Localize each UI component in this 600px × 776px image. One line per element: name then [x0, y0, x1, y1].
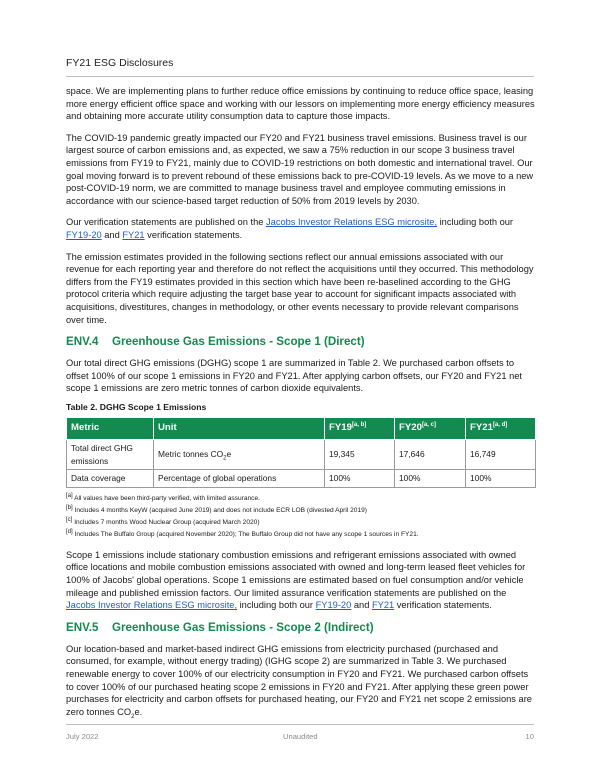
- footer-date: July 2022: [66, 732, 99, 741]
- column-header-metric: Metric: [67, 418, 154, 440]
- cell-metric: Total direct GHG emissions: [67, 440, 154, 470]
- paragraph-scope2-body: Our location-based and market-based indirect GHG emissions from electricity purchased (purchased and consumed, for example, without energy trading) (IGHG scope 2) are summarized in Table 3. We purchased renewable energy to cover 100% of our electricity consumption in FY20 and FY21. We purchased carbon offsets to cover 100% of our purchased heating scope 2 emissions in FY20 and FY21. After applying these green power purchases for electricity and carbon offsets for purchased heating, our FY20 and FY21 net scope 2 emissions are zero tonnes $CO_2e$.: [66, 643, 532, 720]
- header-divider: [66, 76, 534, 77]
- table-caption: Table 2. DGHG Scope 1 Emissions: [66, 401, 207, 412]
- fy19-20-link[interactable]: FY19-20: [315, 600, 352, 611]
- table-footnotes: [66, 494, 536, 539]
- cell-fy20: 100%: [395, 470, 466, 488]
- paragraph-verification: Our verification statements are published on the Jacobs Investor Relations ESG microsite, including both our FY19-20 and FY21 verification statements.: [66, 217, 514, 240]
- footer-status: Unaudited: [283, 732, 318, 741]
- fy21-link[interactable]: FY21: [122, 229, 145, 240]
- cell-unit: Metric tonnes $CO_2e$: [154, 440, 325, 470]
- footer-divider: [66, 724, 534, 725]
- paragraph-covid-travel: The COVID-19 pandemic greatly impacted our FY20 and FY21 business travel emissions. Business travel is our largest source of carbon emissions and, as expected, we saw a 75% reduction in our scope 3 business travel emissions from FY19 to FY21, mainly due to COVID-19 restrictions on both domestic and international travel. Our goal moving forward is to prevent rebound of these emissions back to pre-COVID-19 levels. As we move to a new post-COVID-19 norm, we are committed to manage business travel and employee commuting emissions in accordance with our science-based target reduction of 50% from 2019 levels by 2030.: [66, 132, 534, 206]
- column-header-fy19: FY19[a, b]: [325, 418, 395, 440]
- section-title: Greenhouse Gas Emissions - Scope 2 (Indirect): [112, 620, 374, 634]
- cell-unit: Percentage of global operations: [154, 470, 325, 488]
- paragraph-scope1-body: Scope 1 emissions include stationary combustion emissions and refrigerant emissions associated with owned office locations and mobile combustion emissions associated with owned and long-term leased fleet vehicles for 100% of Jacobs' global operations. Scope 1 emissions are estimated based on fuel consumption and/or vehicle mileage and published emission factors. Our limited assurance verification statements are published on the Jacobs Investor Relations ESG microsite, including both our FY19-20 and FY21 verification statements.: [66, 549, 526, 611]
- fy21-link[interactable]: FY21: [371, 600, 395, 611]
- table-row: [67, 470, 536, 488]
- column-header-unit: Unit: [154, 418, 325, 440]
- paragraph-office-emissions: space. We are implementing plans to further reduce office emissions by continuing to reduce office space, leasing more energy efficient office space and working with our lessors on implementing more energy efficiency measures and obtaining more accurate utility consumption data to capture those impacts.: [66, 86, 535, 122]
- paragraph-methodology: The emission estimates provided in the following sections reflect our annual emissions associated with our revenue for each reporting year and therefore do not reflect the acquisitions until they occurred. This methodology differs from the FY19 estimates provided in this section which have been re-baselined according to the GHG protocol criteria which require adjusting the target base year to account for significant impacts associated with acquisitions, divestitures, changes in methodology, or other events necessary to provide relevant comparisons over time.: [66, 251, 534, 325]
- cell-fy19: 19,345: [325, 440, 395, 470]
- table-header-row: [67, 418, 536, 440]
- footnote: [a] All values have been third-party verified, with limited assurance.: [66, 492, 260, 502]
- cell-fy19: 100%: [325, 470, 395, 488]
- section-number: ENV.5: [66, 620, 99, 634]
- page-number: 10: [525, 732, 534, 741]
- column-header-fy21: FY21[a, d]: [466, 418, 536, 440]
- page-content: [66, 85, 536, 727]
- footnote: [d] Includes The Buffalo Group (acquired November 2020); The Buffalo Group did not have any scope 1 sources in FY21.: [66, 528, 419, 538]
- section-heading-scope1: [66, 335, 536, 349]
- footnote: [c] Includes 7 months Wood Nuclear Group (acquired March 2020): [66, 516, 260, 526]
- section-number: ENV.4: [66, 335, 99, 349]
- footnote: [b] Includes 4 months KeyW (acquired June 2019) and does not include ECR LOB (divested April 2019): [66, 504, 368, 514]
- cell-fy21: 100%: [466, 470, 536, 488]
- esg-microsite-link[interactable]: Jacobs Investor Relations ESG microsite,: [266, 217, 438, 228]
- paragraph-scope1-intro: Our total direct GHG emissions (DGHG) scope 1 are summarized in Table 2. We purchased carbon offsets to offset 100% of our scope 1 emissions in FY20 and FY21. After applying carbon offsets, our FY20 and FY21 net scope 1 emissions are zero metric tonnes of carbon dioxide equivalents.: [66, 358, 522, 394]
- cell-metric: Data coverage: [67, 470, 154, 488]
- fy19-20-link[interactable]: FY19-20: [66, 229, 102, 240]
- table-row: [67, 440, 536, 470]
- esg-microsite-link[interactable]: Jacobs Investor Relations ESG microsite,: [66, 600, 238, 611]
- scope1-emissions-table: [66, 417, 536, 487]
- cell-fy21: 16,749: [466, 440, 536, 470]
- section-heading-scope2: [66, 621, 536, 635]
- column-header-fy20: FY20[a, c]: [395, 418, 466, 440]
- section-title: Greenhouse Gas Emissions - Scope 1 (Direct): [112, 335, 365, 349]
- document-header: FY21 ESG Disclosures: [66, 57, 174, 69]
- cell-fy20: 17,646: [395, 440, 466, 470]
